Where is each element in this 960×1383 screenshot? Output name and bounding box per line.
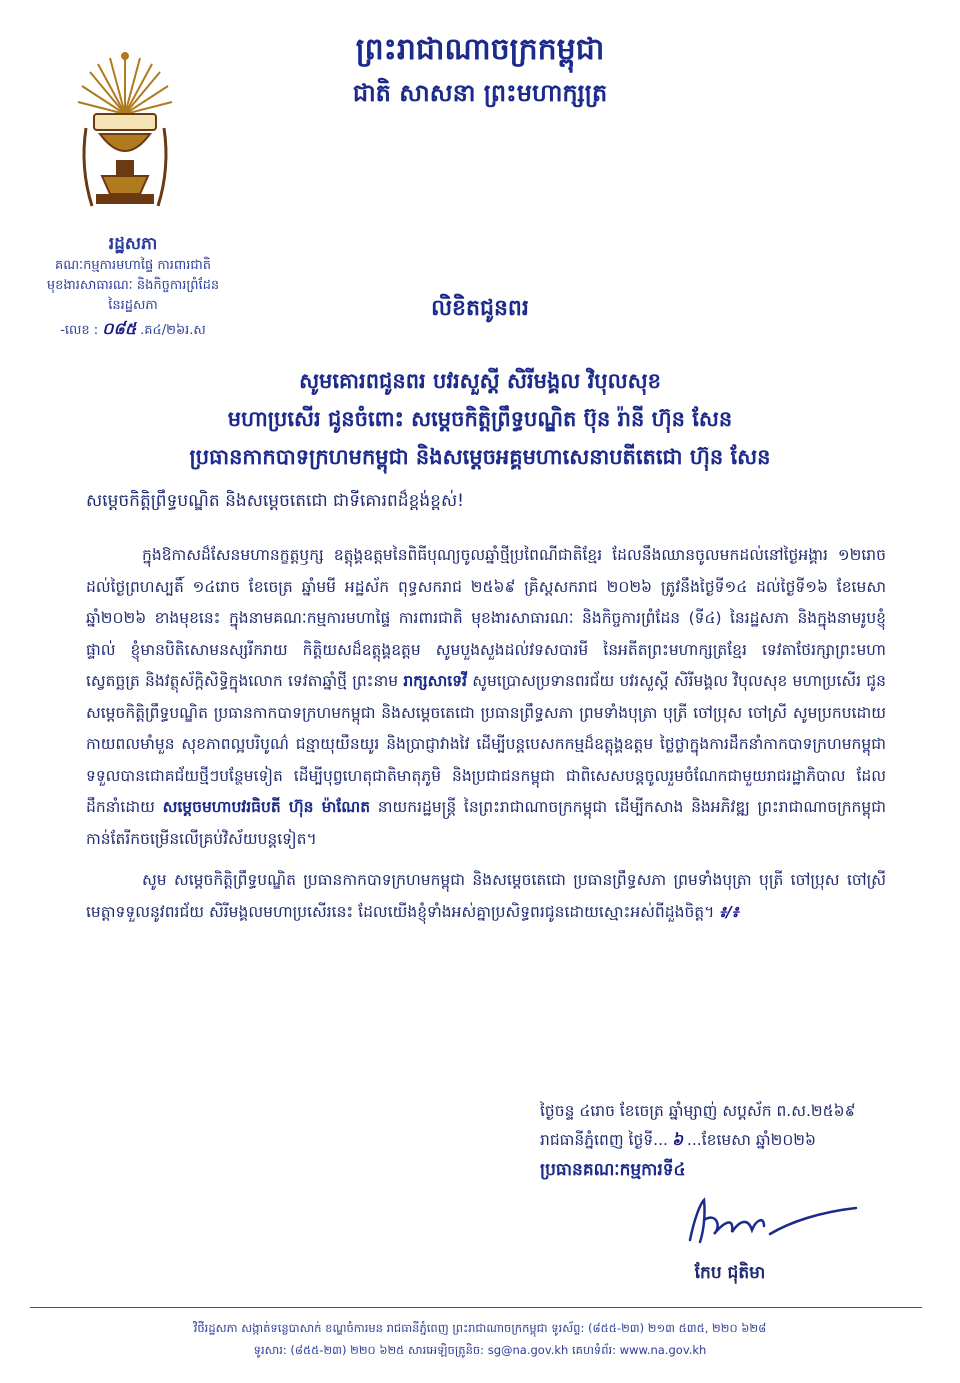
issuing-institution <box>28 232 238 342</box>
footer-address: វិថីរដ្ឋសភា សង្កាត់ទន្លេបាសាក់ ខណ្ឌចំការមន រាជធានីភ្នំពេញ ព្រះរាជាណាចក្រកម្ពុជា ទូរស័ព្ទ: (៨៥៥-២៣) ២១៣ ៥៣៥, ២២០ ៦២៨ <box>193 1321 767 1335</box>
place-and-date <box>540 1126 920 1155</box>
national-motto: ជាតិ សាសនា ព្រះមហាក្សត្រ <box>352 79 608 107</box>
kingdom-name: ព្រះរាជាណាចក្រកម្ពុជា <box>355 32 605 67</box>
reference-number <box>28 318 238 342</box>
body-text-segment: នាយករដ្ឋមន្ត្រី នៃព្រះរាជាណាចក្រកម្ពុជា ដើម្បីកសាង និងអភិវឌ្ឍ ព្រះរាជាណាចក្រកម្ពុជាកាន់តែរីកចម្រើនលើគ្រប់វិស័យបន្តទៀត។ <box>86 798 886 848</box>
commission-line-3: នៃរដ្ឋសភា <box>108 298 158 313</box>
footer <box>60 1317 900 1361</box>
closing-mark: ៖/៖ <box>719 902 739 921</box>
body-paragraph-2 <box>86 865 886 928</box>
footer-contact: ទូរសារ: (៨៥៥-២៣) ២២០ ៦២៥ សារអេឡិចត្រូនិច: sg@na.gov.kh គេហទំព័រ: www.na.gov.kh <box>253 1343 707 1357</box>
body-text-segment: ក្នុងឱកាសដ៏សែនមហានក្ខត្តឫក្ស ឧត្តុង្គឧត្តមនៃពិធីបុណ្យចូលឆ្នាំថ្មីប្រពៃណីជាតិខ្មែរ ដែលនឹងឈានចូលមកដល់នៅថ្ងៃអង្គារ ១២រោច ដល់ថ្ងៃព្រហស្បតិ៍ ១៤រោច ខែចេត្រ ឆ្នាំមមី អដ្ឋស័ក ពុទ្ធសករាជ ២៥៦៩ គ្រិស្តសករាជ ២០២៦ ត្រូវនឹងថ្ងៃទី១៤ ដល់ថ្ងៃទី១៦ ខែមេសា ឆ្នាំ២០២៦ ខាងមុខនេះ ក្នុងនាមគណៈកម្មការមហាផ្ទៃ ការពារជាតិ មុខងារសាធារណៈ និងកិច្ចការព្រំដែន (ទី៤) នៃរដ្ឋសភា និងក្នុងនាមរូបខ្ញុំផ្ទាល់ ខ្ញុំមានបិតិសោមនស្សរីករាយ កិត្តិយសដ៏ឧត្តុង្គឧត្តម សូមបួងសួងដល់វទសបារមី នៃអតីតព្រះមហាក្សត្រខ្មែរ ទេវតាថែរក្សាព្រះមហាស្វេតច្ឆត្រ និងវត្ថុស័ក្តិសិទ្ធិក្នុងលោក ទេវតាឆ្នាំថ្មី ព្រះនាម <box>86 546 886 690</box>
commission-line-1: គណៈកម្មការមហាផ្ទៃ ការពារជាតិ <box>55 258 211 273</box>
reference-handwritten-number: ០៨៥ <box>102 319 137 338</box>
letterhead <box>300 30 660 110</box>
handwritten-signature <box>660 1190 860 1260</box>
title-line-3: ប្រធានកាកបាទក្រហមកម្ពុជា និងសម្តេចអគ្គមហាសេនាបតីតេជោ ហ៊ុន សែន <box>189 445 771 469</box>
dateline <box>540 1097 920 1185</box>
handwritten-day: ៦ <box>671 1131 683 1149</box>
lunar-date: ថ្ងៃចន្ទ ៤រោច ខែចេត្រ ឆ្នាំម្សាញ់ សប្តស័ក ព.ស.២៥៦៩ <box>540 1102 856 1120</box>
signer-title: ប្រធានគណៈកម្មការទី៤ <box>540 1160 686 1180</box>
reference-suffix: .គ៤/២៦រ.ស <box>140 323 206 338</box>
body-paragraph-1 <box>86 540 886 855</box>
prime-minister-name: សម្តេចមហាបវរធិបតី ហ៊ុន ម៉ាណែត <box>162 798 371 816</box>
body-text-segment: សូមប្រោសប្រទានពរជ័យ បវរសួស្តី សិរីមង្គល វិបុលសុខ មហាប្រសើរ ជូន សម្តេចកិត្តិព្រឹទ្ធបណ្ឌិត ប្រធានកាកបាទក្រហមកម្ពុជា និងសម្តេចតេជោ ប្រធានព្រឹទ្ធសភា ព្រមទាំងបុត្រា បុត្រី ចៅប្រុស ចៅស្រី សូមប្រកបដោយកាយពលមាំមួន សុខភាពល្អបរិបូណ៌ ជន្មាយុយឺនយូរ និងប្រាជ្ញាវាងវៃ ដើម្បីបន្តបេសកកម្មដ៏ឧត្តុង្គឧត្តម ថ្លៃថ្លាក្នុងការដឹកនាំកាកបាទក្រហមកម្ពុជាទទួលបានជោគជ័យថ្មីៗបន្ថែមទៀត ដើម្បីបុព្វហេតុជាតិមាតុភូមិ និងប្រជាជនកម្ពុជា ជាពិសេសបន្តចូលរួមចំណែកជាមួយរាជរដ្ឋាភិបាល ដែលដឹកនាំដោយ <box>86 672 886 816</box>
royal-emblem-icon <box>70 48 180 218</box>
title-line-1: សូមគោរពជូនពរ បវរសួស្តី សិរីមង្គល វិបុលសុខ <box>299 369 661 393</box>
place-prefix: រាជធានីភ្នំពេញ ថ្ងៃទី... <box>540 1131 668 1149</box>
salutation: សម្តេចកិត្តិព្រឹទ្ធបណ្ឌិត និងសម្តេចតេជោ ជាទីគោរពដ៏ខ្ពង់ខ្ពស់! <box>86 491 464 511</box>
body-text-segment: សូម សម្តេចកិត្តិព្រឹទ្ធបណ្ឌិត ប្រធានកាកបាទក្រហមកម្ពុជា និងសម្តេចតេជោ ប្រធានព្រឹទ្ធសភា ព្រមទាំងបុត្រា បុត្រី ចៅប្រុស ចៅស្រី មេត្តាទទួលនូវពរជ័យ សិរីមង្គលមហាប្រសើរនេះ ដែលយើងខ្ញុំទាំងអស់គ្នាប្រសិទ្ធពរជូនដោយស្មោះអស់ពីដួងចិត្ត។ <box>86 871 886 921</box>
footer-divider <box>30 1307 922 1308</box>
commission-line-2: មុខងារសាធារណៈ និងកិច្ចការព្រំដែន <box>46 278 220 293</box>
letter-title <box>40 362 920 476</box>
reference-prefix: -លេខ : <box>60 323 99 338</box>
institution-name: រដ្ឋសភា <box>108 234 158 254</box>
place-suffix: ...ខែមេសា ឆ្នាំ២០២៦ <box>686 1131 816 1149</box>
signer-name: កែប ជុតិមា <box>694 1263 766 1283</box>
letter-body <box>86 540 886 938</box>
letter-type-heading: លិខិតជូនពរ <box>431 296 529 321</box>
deity-name: រាក្សសាទេវី <box>403 672 467 690</box>
title-line-2: មហាប្រសើរ ជូនចំពោះ សម្តេចកិត្តិព្រឹទ្ធបណ្ឌិត ប៊ុន រ៉ានី ហ៊ុន សែន <box>227 407 733 431</box>
